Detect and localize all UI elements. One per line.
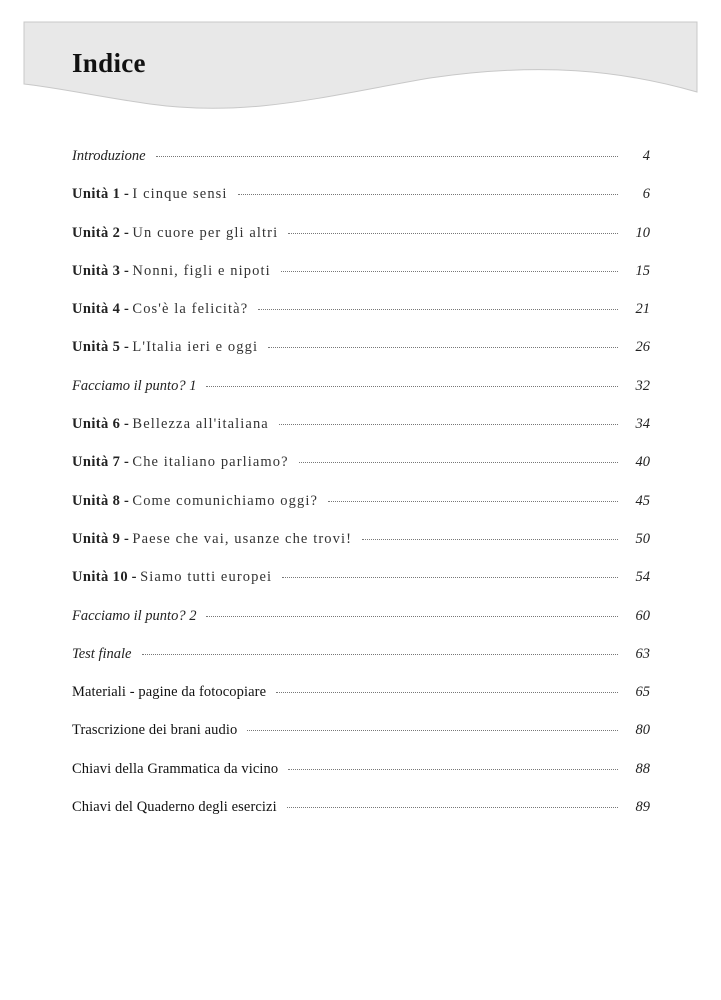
dot-leader — [299, 462, 618, 463]
dot-leader — [288, 233, 618, 234]
toc-entry-unita-5[interactable] — [72, 339, 650, 377]
unit-number: Unità 9 — [72, 530, 121, 547]
dot-leader — [288, 769, 618, 770]
dot-leader — [206, 616, 618, 617]
toc-entry-unita-1[interactable] — [72, 186, 650, 224]
toc-page-number: 32 — [635, 377, 650, 394]
dot-leader — [279, 424, 618, 425]
toc-label — [72, 493, 318, 510]
dot-leader — [247, 730, 618, 731]
toc-page-number: 80 — [635, 722, 650, 739]
unit-title: L'Italia ieri e oggi — [132, 339, 259, 356]
toc-page-number: 50 — [635, 530, 650, 547]
dot-leader — [281, 271, 618, 272]
toc-page-number: 40 — [635, 454, 650, 471]
toc-label: Chiavi della Grammatica da vicino — [72, 760, 279, 777]
unit-number: Unità 3 — [72, 262, 121, 279]
toc-entry-unita-2[interactable] — [72, 225, 650, 263]
toc-entry-materiali[interactable] — [72, 684, 650, 722]
toc-entry-chiavi-grammatica[interactable] — [72, 761, 650, 799]
dot-leader — [287, 807, 618, 808]
toc-entry-unita-7[interactable] — [72, 454, 650, 492]
toc-label — [72, 301, 248, 318]
unit-number: Unità 6 — [72, 416, 121, 433]
unit-separator: - — [123, 186, 129, 203]
toc-entry-trascrizione[interactable] — [72, 722, 650, 760]
dot-leader — [258, 309, 618, 310]
page-title: Indice — [72, 48, 146, 78]
toc-label — [72, 225, 278, 242]
toc-label — [72, 263, 271, 280]
toc-entry-unita-6[interactable] — [72, 416, 650, 454]
unit-separator: - — [123, 224, 129, 241]
toc-page-number: 10 — [635, 224, 650, 241]
toc-entry-unita-10[interactable] — [72, 569, 650, 607]
toc-page-number: 15 — [635, 262, 650, 279]
toc-label: Chiavi del Quaderno degli esercizi — [72, 799, 277, 816]
toc-label: Trascrizione dei brani audio — [72, 722, 238, 739]
dot-leader — [156, 156, 618, 157]
unit-title: Siamo tutti europei — [140, 569, 273, 586]
toc-label: Introduzione — [72, 148, 146, 164]
toc-label — [72, 569, 272, 586]
toc-label — [72, 416, 269, 433]
toc-entry-chiavi-quaderno[interactable] — [72, 799, 650, 837]
toc-page-number: 6 — [642, 186, 650, 203]
toc-entry-unita-4[interactable] — [72, 301, 650, 339]
toc-entry-unita-3[interactable] — [72, 263, 650, 301]
toc-page-number: 21 — [635, 301, 650, 318]
unit-number: Unità 10 — [72, 569, 128, 586]
dot-leader — [276, 692, 618, 693]
toc-label — [72, 339, 258, 356]
dot-leader — [238, 194, 618, 195]
toc-page-number: 34 — [635, 416, 650, 433]
toc-page-number: 89 — [635, 799, 650, 816]
toc-label: Test finale — [72, 645, 132, 662]
unit-title: Un cuore per gli altri — [132, 224, 279, 241]
toc-label: Facciamo il punto? 2 — [72, 607, 197, 624]
dot-leader — [142, 654, 619, 655]
unit-title: Cos'è la felicità? — [132, 301, 249, 318]
toc-entry-unita-8[interactable] — [72, 493, 650, 531]
unit-number: Unità 8 — [72, 492, 121, 509]
toc-label: Facciamo il punto? 1 — [72, 377, 197, 394]
toc-page-number: 63 — [635, 645, 650, 662]
unit-title: Bellezza all'italiana — [132, 416, 269, 433]
dot-leader — [362, 539, 618, 540]
unit-title: Paese che vai, usanze che trovi! — [132, 530, 353, 547]
toc-page-number: 65 — [635, 684, 650, 701]
toc-entry-facciamo-il-punto-2[interactable] — [72, 608, 650, 646]
unit-separator: - — [123, 492, 129, 509]
unit-separator: - — [123, 301, 129, 318]
dot-leader — [268, 347, 618, 348]
toc-page-number: 88 — [635, 760, 650, 777]
unit-title: Che italiano parliamo? — [132, 454, 289, 471]
unit-separator: - — [131, 569, 137, 586]
unit-separator: - — [123, 262, 129, 279]
dot-leader — [206, 386, 618, 387]
toc-page-number: 54 — [635, 569, 650, 586]
toc-label: Materiali - pagine da fotocopiare — [72, 684, 267, 701]
toc-page-number: 45 — [635, 492, 650, 509]
dot-leader — [282, 577, 618, 578]
unit-number: Unità 4 — [72, 301, 121, 318]
toc-entry-introduzione[interactable] — [72, 148, 650, 186]
unit-number: Unità 1 — [72, 186, 121, 203]
toc-entry-unita-9[interactable] — [72, 531, 650, 569]
unit-title: Nonni, figli e nipoti — [132, 262, 271, 279]
toc-page-number: 60 — [635, 607, 650, 624]
toc-page-number: 4 — [642, 148, 650, 164]
dot-leader — [328, 501, 618, 502]
unit-number: Unità 7 — [72, 454, 121, 471]
table-of-contents — [72, 148, 650, 837]
unit-title: I cinque sensi — [132, 186, 228, 203]
unit-number: Unità 5 — [72, 339, 121, 356]
unit-number: Unità 2 — [72, 224, 121, 241]
unit-title: Come comunichiamo oggi? — [132, 492, 318, 509]
toc-entry-test-finale[interactable] — [72, 646, 650, 684]
unit-separator: - — [123, 416, 129, 433]
toc-label — [72, 186, 228, 203]
toc-label — [72, 454, 289, 471]
header-banner — [0, 0, 721, 140]
toc-page-number: 26 — [635, 339, 650, 356]
unit-separator: - — [123, 454, 129, 471]
toc-label — [72, 531, 352, 548]
unit-separator: - — [123, 530, 129, 547]
unit-separator: - — [123, 339, 129, 356]
toc-entry-facciamo-il-punto-1[interactable] — [72, 378, 650, 416]
